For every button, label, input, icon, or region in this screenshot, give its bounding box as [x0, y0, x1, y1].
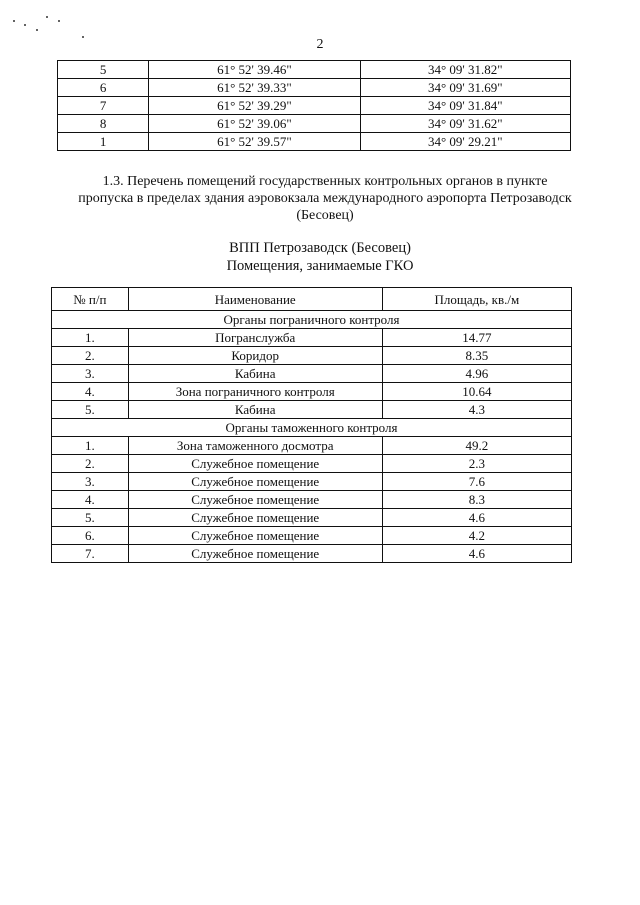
room-name: Служебное помещение	[128, 455, 382, 473]
point-number: 6	[58, 79, 149, 97]
room-area: 4.3	[382, 401, 571, 419]
room-area: 14.77	[382, 329, 571, 347]
room-area: 4.96	[382, 365, 571, 383]
table-row	[52, 329, 572, 347]
room-name: Погранслужба	[128, 329, 382, 347]
room-name: Служебное помещение	[128, 491, 382, 509]
longitude: 34° 09' 31.82"	[360, 61, 570, 79]
group-row	[52, 311, 572, 329]
header-number: № п/п	[52, 288, 129, 311]
section-heading: 1.3. Перечень помещений государственных контрольных органов в пункте пропуска в пределах здания аэровокзала международного аэропорта Петрозаводск (Бесовец)	[78, 174, 572, 223]
room-name: Служебное помещение	[128, 509, 382, 527]
room-name: Зона пограничного контроля	[128, 383, 382, 401]
table-row	[52, 491, 572, 509]
longitude: 34° 09' 31.69"	[360, 79, 570, 97]
room-area: 2.3	[382, 455, 571, 473]
header-name: Наименование	[128, 288, 382, 311]
room-name: Кабина	[128, 365, 382, 383]
table-row	[52, 473, 572, 491]
room-number: 5.	[52, 401, 129, 419]
point-number: 5	[58, 61, 149, 79]
table-row	[52, 455, 572, 473]
rooms-header-row	[52, 288, 572, 311]
room-name: Зона таможенного досмотра	[128, 437, 382, 455]
airport-title: ВПП Петрозаводск (Бесовец)	[229, 240, 411, 256]
longitude: 34° 09' 29.21"	[360, 133, 570, 151]
longitude: 34° 09' 31.62"	[360, 115, 570, 133]
latitude: 61° 52' 39.46"	[149, 61, 360, 79]
room-number: 3.	[52, 473, 129, 491]
room-name: Служебное помещение	[128, 545, 382, 563]
room-number: 7.	[52, 545, 129, 563]
group-row	[52, 419, 572, 437]
room-area: 10.64	[382, 383, 571, 401]
scan-speck	[36, 29, 38, 31]
room-number: 5.	[52, 509, 129, 527]
scan-speck	[46, 16, 48, 18]
table-row	[52, 527, 572, 545]
room-area: 49.2	[382, 437, 571, 455]
latitude: 61° 52' 39.29"	[149, 97, 360, 115]
point-number: 1	[58, 133, 149, 151]
table-row	[52, 545, 572, 563]
room-area: 4.6	[382, 509, 571, 527]
coordinates-table-body	[58, 61, 571, 151]
scan-speck	[58, 20, 60, 22]
header-area: Площадь, кв./м	[382, 288, 571, 311]
coordinates-table	[57, 60, 571, 151]
page-number: 2	[316, 37, 324, 52]
rooms-table	[51, 287, 572, 563]
room-area: 4.2	[382, 527, 571, 545]
room-number: 4.	[52, 491, 129, 509]
room-number: 2.	[52, 455, 129, 473]
room-area: 7.6	[382, 473, 571, 491]
table-row	[52, 365, 572, 383]
room-number: 1.	[52, 437, 129, 455]
room-area: 8.3	[382, 491, 571, 509]
room-number: 2.	[52, 347, 129, 365]
point-number: 7	[58, 97, 149, 115]
table-row	[52, 347, 572, 365]
room-area: 4.6	[382, 545, 571, 563]
room-area: 8.35	[382, 347, 571, 365]
room-number: 6.	[52, 527, 129, 545]
latitude: 61° 52' 39.33"	[149, 79, 360, 97]
room-name: Служебное помещение	[128, 473, 382, 491]
table-row	[58, 115, 571, 133]
room-name: Служебное помещение	[128, 527, 382, 545]
table-row	[58, 61, 571, 79]
table-row	[58, 97, 571, 115]
table-row	[52, 437, 572, 455]
longitude: 34° 09' 31.84"	[360, 97, 570, 115]
point-number: 8	[58, 115, 149, 133]
room-name: Кабина	[128, 401, 382, 419]
table-row	[58, 79, 571, 97]
table-row	[52, 383, 572, 401]
latitude: 61° 52' 39.06"	[149, 115, 360, 133]
table-row	[52, 509, 572, 527]
room-number: 1.	[52, 329, 129, 347]
room-name: Коридор	[128, 347, 382, 365]
group-title: Органы пограничного контроля	[52, 311, 572, 329]
rooms-table-body	[52, 311, 572, 563]
group-title: Органы таможенного контроля	[52, 419, 572, 437]
scan-speck	[24, 24, 26, 26]
latitude: 61° 52' 39.57"	[149, 133, 360, 151]
rooms-title: Помещения, занимаемые ГКО	[226, 258, 414, 274]
table-row	[52, 401, 572, 419]
room-number: 4.	[52, 383, 129, 401]
table-row	[58, 133, 571, 151]
scan-speck	[13, 20, 15, 22]
room-number: 3.	[52, 365, 129, 383]
